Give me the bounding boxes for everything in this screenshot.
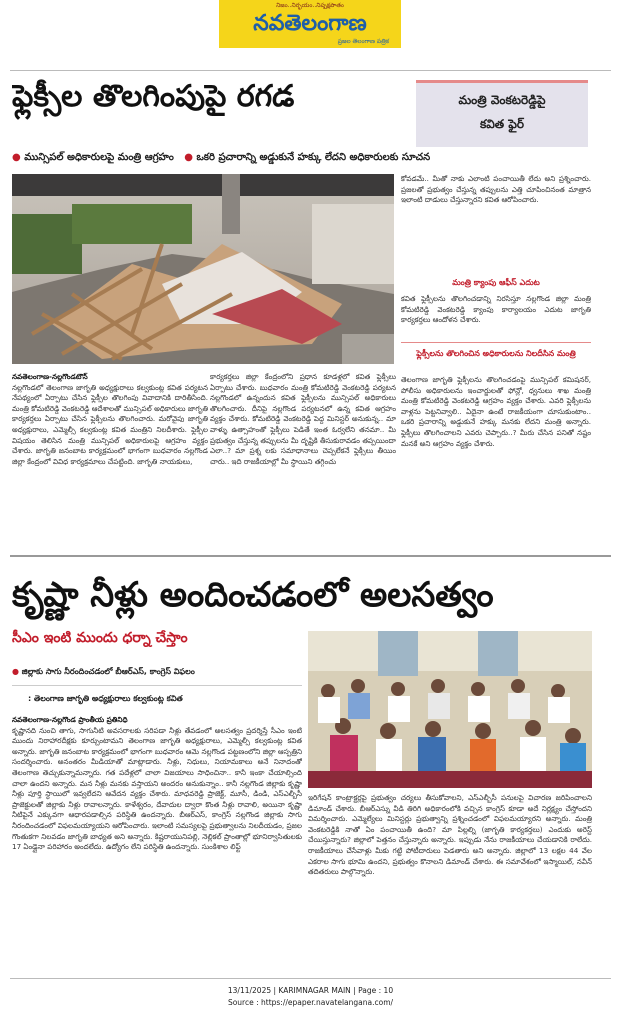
story1-photo-debris <box>12 174 394 364</box>
story1-column-e: తెలంగాణ జాగృతి ఫ్లెక్సీలను తొలగించడంపై మున్సిపల్ కమిషనర్, పోలీసు అధికారులను ఇంచార్జులతో ఫోన్లో, ధ్వనులు శాఖ మంత్రి మంత్రి కోమటిరెడ్డి వెంకటరెడ్డి ఆగ్రహం వ్యక్తం చేశారు. ఎవరి ఫ్లెక్సీలను వాళ్లను పెట్టనివ్వాలి.. ఏదైనా ఉంటే రాజకీయంగా చూసుకుంటాం.. ఒకరి ప్రచారాన్ని అడ్డుకునే హక్కు మనకు లేదని మంత్రి అన్నారు. ఫ్లెక్సీలు తొలగించాలని ఎవరు చెప్పారు..? మీరు చేసిన పనితో నష్టం మనకే అని ఆగ్రహం వ్యక్తం చేశారు. <box>401 375 591 448</box>
story2-text-a: కృష్ణానది నుంచి తాగు, సాగునీటి అవసరాలకు సరిపడా నీళ్లు తేవడంలో అలసత్వం ప్రదర్శిస్తే సీఎం ఇంటి ముందు నిరాహారదీక్షకు కూర్చుంటామని తెలంగాణ జాగృతి అధ్యక్షురాలు, ఎమ్మెల్సీ కల్వకుంట్ల కవిత అన్నారు. జాగృతి జనంబాట కార్యక్రమంలో భాగంగా బుధవారం ఆమె నల్లగొండ పట్టణంలోని జిల్లా ఆస్పత్రిని సందర్శించారు. అనంతరం మీడియాతో మాట్లాడారు. నీళ్లు, నిధులు, నియామకాలు అనే నినాదంతో తెలంగాణ తెచ్చుకున్నామన్నారు. గత పదేళ్లలో చాలా విజయాలు సాధించినా.. కానీ ఇంకా చేయాల్సింది చాలా ఉందని అన్నారు. మన నీళ్లు మనకు వస్తాయని అందరం అనుకున్నాం.. కానీ నల్లగొండ జిల్లాకు కృష్ణా నీళ్లు పూర్తి స్థాయిలో ఇవ్వలేదని ఆవేదన వ్యక్తం చేశారు. మాధవరెడ్డి ప్రాజెక్ట్, మూసీ, డిండి, ఎస్ఎల్బీసీ ప్రాజెక్టులతో జిల్లాకు నీళ్లు రావాలన్నారు. కాళేశ్వరం, దేవాదుల ద్వారా కొంత నీళ్లు రావాలి, అయినా కృష్ణా నీటిపైనే ఎక్కువగా ఆధారపడాల్సిన పరిస్థితి ఉందన్నారు. బీఆర్ఎస్, కాంగ్రెస్ నల్లగొండ జిల్లాకు సాగు నీరందించడంలో విఫలమయ్యాయని ఆరోపించారు. ఇలాంటి సమస్యలపై ప్రభుత్వాలను నిలదీయడం, ప్రజల గొంతుకగా నిలవడం జాగృతి బాధ్యత అని అన్నారు. కిష్టరాయునిపల్లి, నెల్లికల్ ప్రాంతాల్లో భూనిర్వాసితులకు 17 ఏండ్లైనా పరిహారం అందలేదు. ఉద్యోగం లేని పరిస్థితి ఉందన్నారు. సుంకిశాల లిఫ్ట్ <box>12 725 302 852</box>
story2-bullet <box>12 667 302 681</box>
story2-column-a <box>12 715 302 970</box>
bullet-icon: ● <box>184 152 194 163</box>
story2-bullet-text: జిల్లాకు సాగు నీరందించడంలో బీఆర్ఎస్, కాంగ్రెస్ విఫలం <box>21 667 195 676</box>
masthead-logo <box>219 0 401 48</box>
story1-side-box <box>416 80 588 147</box>
bullet-icon: ● <box>12 667 19 676</box>
story2-column-b: ఇరిగేషన్ కాంట్రాక్టర్లపై ప్రభుత్వం చర్యలు తీసుకోవాలని, ఎస్ఎల్బీసీ పనులపై విచారణ జరిపించాలని డిమాండ్ చేశారు. బీఆర్ఎస్ను వీడి తిరిగి అధికారంలోకి వచ్చిన కాంగ్రెస్ కూడా అదే నిర్లక్ష్యం చేస్తోందని విమర్శించారు. ఎమ్మెల్యేలు మినిస్టర్లు ప్రభుత్వాన్ని ప్రశ్నించడంలో విఫలమయ్యారని అన్నారు. మంత్రి వెంకటరెడ్డికి నాతో ఏం పంచాయితీ ఉంది? మా పిల్లల్ని (జాగృతి కార్యకర్తలు) ఎందుకు అరెస్ట్ చేయిస్తున్నారు? జిల్లాలో పెత్తనం చేస్తున్నారు అన్నారు. ఇప్పుడు నేను రాజకీయాలు చేయడానికి రాలేదు. రాజకీయాలు చేసేవాళ్లు మీకు గట్టి పోటీదారులు పెడతారు అని అన్నారు. జిల్లాలో 13 లక్షల 44 వేల ఎకరాల సాగు భూమి ఉందని, ప్రభుత్వం కొనాలని డిమాండ్ చేశారు. ఈ సమావేశంలో ఇస్మాయిల్, నవీన్ తదితరులు పాల్గొన్నారు. <box>308 793 592 877</box>
story1-headline: ఫ్లెక్సీల తొలగింపుపై రగడ <box>12 79 295 114</box>
story1-column-a <box>12 372 208 510</box>
footer-source-link[interactable]: Source : https://epaper.navatelangana.com/ <box>227 998 394 1007</box>
masthead-subtitle: ప్రజల తెలంగాణ పత్రిక <box>337 38 389 45</box>
bottom-rule <box>10 978 611 979</box>
story1-text-a: నల్లగొండలో తెలంగాణ జాగృతి అధ్యక్షురాలు కల్వకుంట్ల కవిత పర్యటన నేపథ్యంలో ఏర్పాటు చేసిన ఫ్లెక్సీల తొలగింపు వివాదానికి దారితీసింది. మంత్రి కోమటిరెడ్డి వెంకటరెడ్డి ఆదేశాలతో మున్సిపల్ అధికారులు జాగృతి కార్యకర్తలు ఏర్పాటు చేసిన ఫ్లెక్సీలను తొలగించారు. మరోవైపు జాగృతి అధ్యక్షురాలు, ఎమ్మెల్సీ కల్వకుంట్ల కవిత మంత్రిని నిలదీశారు. ఫ్లెక్సీల విషయం తెలిసిన మంత్రి మున్సిపల్ అధికారులపై ఆగ్రహం వ్యక్తం చేశారు. జాగృతి జనంబాట కార్యక్రమంలో భాగంగా బుధవారం నల్లగొండ జిల్లా కేంద్రంలో వివిధ కార్యక్రమాలు చేపట్టింది. జాగృతి నాయకులు, <box>12 382 208 466</box>
story-divider <box>10 555 611 557</box>
story1-bullets <box>12 151 592 167</box>
top-rule <box>10 70 611 71</box>
story1-bullet-b: ఒకరి ప్రచారాన్ని అడ్డుకునే హక్కు లేదని అధికారులకు సూచన <box>196 152 431 163</box>
divider <box>401 342 591 343</box>
footer-edition-line: 13/11/2025 | KARIMNAGAR MAIN | Page : 10 <box>227 986 394 995</box>
masthead-title: నవతెలంగాణ <box>253 10 367 36</box>
story2-kicker: సీఎం ఇంటి ముందు ధర్నా చేస్తాం <box>12 630 188 646</box>
story1-column-c: కోవడమే.. మీతో నాకు ఎలాంటి పంచాయితీ లేదు అని ప్రశ్నించారు. ప్రజలతో ప్రభుత్వం చేస్తున్న తప్పులను ఎత్తి చూపించినంత మాత్రాన ఇలాంటి దాడులు చేస్తున్నారని కవిత ఆరోపించారు. <box>401 174 591 205</box>
story1-column-b: కార్యకర్తలు జిల్లా కేంద్రంలోని ప్రధాన కూడళ్లలో కవిత ఫ్లెక్సీలు ఏర్పాటు చేశారు. బుధవారం మంత్రి కోమటిరెడ్డి వెంకటరెడ్డి పర్యటన నల్లగొండలో ఉన్నందున కవిత ఫ్లెక్సీలను మున్సిపల్ అధికారులు తొలగించారు. దీనిపై నల్లగొండ పర్యటనలో ఉన్న కవిత ఆగ్రహం వ్యక్తం చేశారు. కోమటిరెడ్డి వెంకటరెడ్డి పెద్ద మినిస్టర్ అనుకున్న.. మా వాళ్ళు ఉత్సాహంతో ఫ్లెక్సీలు పెడితే ఇంత ఓర్వలేని తనమా.. మీ ప్రభుత్వం చేస్తున్న తప్పులను మీ దృష్టికి తీసుకురావడం తప్పయిందా ఎలా..? మా ప్రశ్న లకు సమాధానాలు చెప్పలేకనే ఫ్లెక్సీలు తీయిం చారు.. ఇది రాజకీయాల్లో మీ స్థాయిని తగ్గించు <box>210 372 396 466</box>
story1-column-d: కవిత ఫ్లెక్సీలను తొలగించడాన్ని నిరసిస్తూ నల్లగొండ జిల్లా మంత్రి కోమటిరెడ్డి వెంకటరెడ్డి క్యాంపు కార్యాలయం ఎదుట జాగృతి కార్యకర్తలు ఆందోళన చేశారు. <box>401 294 591 325</box>
bullet-icon: ● <box>12 152 21 163</box>
story2-dateline: నవతెలంగాణ-నల్లగొండ ప్రాంతీయ ప్రతినిధి <box>12 715 128 724</box>
story2-photo-caption: : తెలంగాణ జాగృతి అధ్యక్షురాలు కల్వకుంట్ల కవిత <box>28 694 183 703</box>
divider <box>12 685 302 686</box>
side-box-line1: మంత్రి వెంకటరెడ్డిపై <box>458 93 546 107</box>
masthead-tagline: నిజం..నిర్భయం..నిష్పక్షపాతం <box>276 2 344 9</box>
story2-photo-meeting <box>308 631 592 788</box>
story1-dateline: నవతెలంగాణ-నల్లగొండటౌన్ <box>12 372 88 381</box>
story1-subhead-camp-office: మంత్రి క్యాంపు ఆఫీస్ ఎదుట <box>452 278 540 287</box>
story1-subhead-minister: ఫ్లెక్సీలను తొలగించిన అధికారులను నిలదీసిన మంత్రి <box>416 349 576 358</box>
side-box-line2: కవిత ఫైర్ <box>480 117 524 131</box>
story1-bullet-a: మున్సిపల్ అధికారులపై మంత్రి ఆగ్రహం <box>24 152 174 163</box>
story2-headline: కృష్ణా నీళ్లు అందించడంలో అలసత్వం <box>12 575 494 615</box>
